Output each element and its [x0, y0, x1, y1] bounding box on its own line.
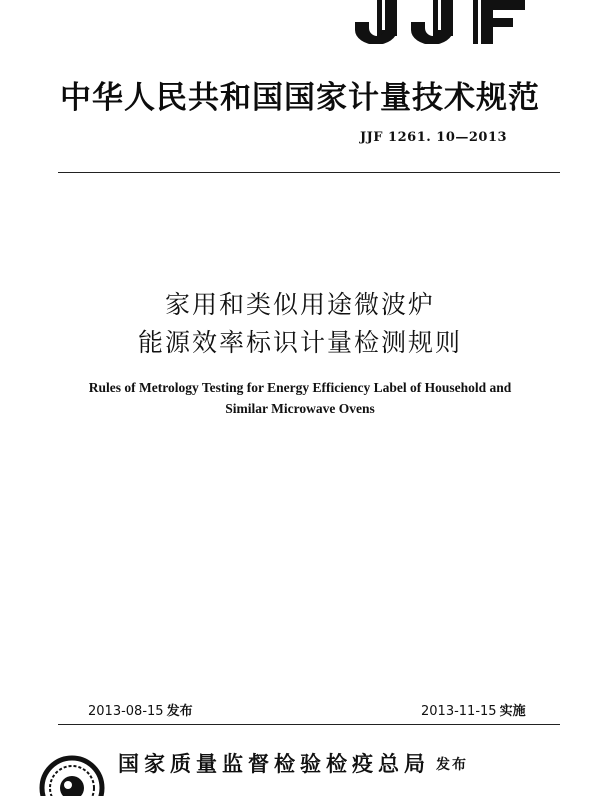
implementation-label: 实施 [499, 704, 526, 719]
jjf-logo [355, 0, 530, 44]
implementation-date [421, 700, 526, 719]
english-title-line-2: Similar Microwave Ovens [225, 401, 375, 416]
standard-title: 中华人民共和国国家计量技术规范 [60, 80, 540, 116]
authority-name: 国家质量监督检验检疫总局 [118, 751, 430, 776]
footer-divider [58, 724, 560, 725]
seal-emblem-icon [38, 752, 106, 796]
publish-label: 发布 [436, 757, 468, 773]
issue-label: 发布 [166, 704, 193, 719]
issuing-authority [118, 748, 468, 778]
english-title-line-1: Rules of Metrology Testing for Energy Efficiency Label of Household and [88, 380, 512, 395]
issue-date-value: 2013-08-15 [88, 704, 164, 719]
standard-code: JJF 1261. 10—2013 [360, 130, 508, 145]
chinese-title-line-2: 能源效率标识计量检测规则 [137, 328, 462, 357]
header-divider [58, 172, 560, 173]
issue-date [88, 700, 193, 719]
chinese-title-line-1: 家用和类似用途微波炉 [164, 290, 435, 319]
implementation-date-value: 2013-11-15 [421, 704, 497, 719]
